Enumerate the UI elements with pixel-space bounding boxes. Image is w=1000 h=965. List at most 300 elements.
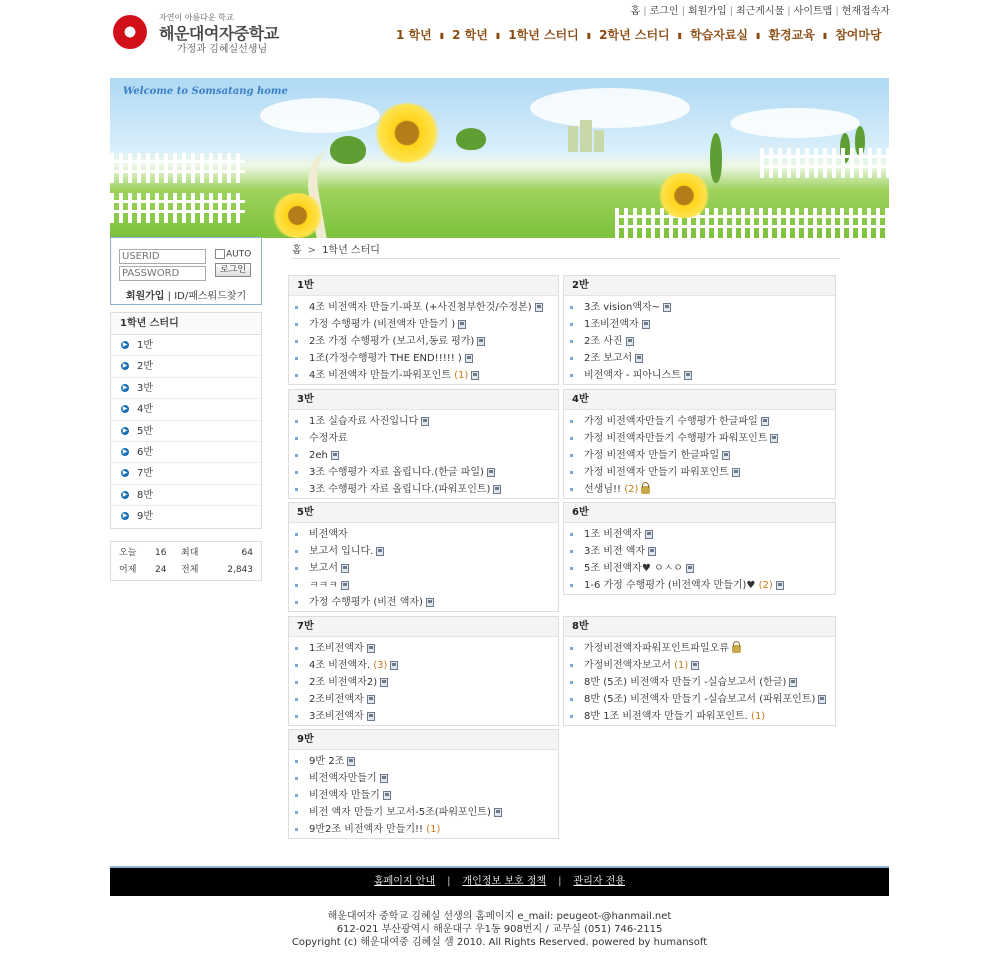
- bullet-icon: [295, 811, 298, 814]
- bullet-icon: [295, 374, 298, 377]
- attachment-file-icon: [380, 678, 388, 687]
- bullet-icon: [570, 323, 573, 326]
- attachment-file-icon: [732, 468, 740, 477]
- cloud-shape: [260, 98, 380, 133]
- side-menu-item-label: 4반: [137, 404, 154, 416]
- post-list-item[interactable]: [570, 640, 835, 657]
- nav-resources[interactable]: 학습자료실: [690, 28, 749, 42]
- post-title[interactable]: 4조 비전액자 만들기-파포 (+사진첨부한것/수정본): [309, 302, 532, 313]
- footer-copyright: Copyright (c) 해운대여중 김혜실 샘 2010. All Rights Reserved. powered by humansoft: [291, 937, 708, 948]
- bullet-icon: [295, 647, 298, 650]
- post-title[interactable]: 9반 2조: [309, 756, 345, 767]
- visitor-counter: [110, 541, 262, 581]
- attachment-file-icon: [722, 451, 730, 460]
- post-title[interactable]: 보고서 입니다.: [309, 546, 374, 557]
- side-menu-item-class-2[interactable]: [111, 356, 261, 377]
- password-input[interactable]: [119, 266, 206, 281]
- bullet-icon: [570, 420, 573, 423]
- nav-grade-2[interactable]: 2 학년: [452, 28, 488, 42]
- comment-count: (3): [373, 660, 388, 671]
- attachment-file-icon: [341, 564, 349, 573]
- top-links: [620, 2, 890, 17]
- nav-grade-1-study[interactable]: 1학년 스터디: [508, 28, 579, 42]
- post-list-item[interactable]: [570, 708, 835, 725]
- comment-count: (2): [758, 580, 773, 591]
- auto-login-checkbox[interactable]: [215, 249, 251, 260]
- panel-title[interactable]: 8반: [564, 617, 835, 637]
- attachment-file-icon: [383, 791, 391, 800]
- attachment-file-icon: [331, 451, 339, 460]
- post-title[interactable]: 3조 수행평가 자료 올립니다.(파워포인트): [309, 484, 491, 495]
- attachment-file-icon: [642, 320, 650, 329]
- panel-title[interactable]: 2반: [564, 276, 835, 296]
- top-link-join[interactable]: 회원가입: [687, 6, 727, 17]
- tree-shape: [710, 133, 722, 183]
- panel-title[interactable]: 4반: [564, 390, 835, 410]
- bullet-icon: [570, 664, 573, 667]
- post-list: [289, 750, 558, 838]
- main-banner: [110, 78, 889, 238]
- side-menu-item-class-9[interactable]: [111, 506, 261, 527]
- post-title[interactable]: ㅋㅋㅋ: [309, 580, 338, 591]
- yesterday-count: 24: [155, 565, 167, 575]
- attachment-file-icon: [818, 695, 826, 704]
- post-list-item[interactable]: [295, 430, 558, 447]
- attachment-file-icon: [776, 581, 784, 590]
- post-title[interactable]: 1조 비전액자: [584, 529, 642, 540]
- post-title[interactable]: 가정비전액자보고서: [584, 660, 671, 671]
- comment-count: (1): [751, 711, 766, 722]
- logo-teacher-name: 가정과 김혜실선생님: [177, 44, 268, 55]
- side-menu-item-label: 6반: [137, 446, 154, 458]
- nav-separator: ▮: [756, 31, 761, 40]
- post-title[interactable]: 가정 비전액자 만들기 한글파일: [584, 450, 720, 461]
- breadcrumb-home[interactable]: 홈: [292, 245, 302, 256]
- attachment-file-icon: [648, 547, 656, 556]
- separator: |: [558, 876, 562, 887]
- bullet-icon: [295, 664, 298, 667]
- bullet-icon: [570, 715, 573, 718]
- post-list-item[interactable]: [295, 708, 558, 725]
- tree-shape: [456, 128, 486, 150]
- side-menu-item-class-6[interactable]: [111, 442, 261, 463]
- attachment-file-icon: [341, 581, 349, 590]
- side-menu-item-class-4[interactable]: [111, 399, 261, 420]
- join-link[interactable]: 회원가입: [125, 291, 165, 302]
- nav-separator: ▮: [495, 31, 501, 40]
- arrow-right-icon: ▶: [122, 341, 128, 348]
- post-list-item[interactable]: [570, 299, 835, 316]
- today-count: 16: [155, 548, 167, 558]
- post-list: [564, 637, 835, 725]
- bullet-icon: [295, 777, 298, 780]
- side-menu-title: 1학년 스터디: [111, 313, 261, 335]
- post-title[interactable]: 비전액자: [309, 529, 348, 540]
- separator: |: [729, 6, 733, 17]
- bullet-icon: [295, 357, 298, 360]
- panel-title[interactable]: 5반: [289, 503, 558, 523]
- board-panel-class-3: [288, 389, 559, 499]
- attachment-file-icon: [367, 712, 375, 721]
- post-title[interactable]: 8반 (5조) 비전액자 만들기 -실습보고서 (한글): [584, 677, 787, 688]
- attachment-file-icon: [535, 303, 543, 312]
- panel-title[interactable]: 6반: [564, 503, 835, 523]
- post-title[interactable]: 3조 수행평가 자료 올립니다.(한글 파일): [309, 467, 484, 478]
- post-list: [289, 410, 558, 498]
- bullet-icon: [295, 567, 298, 570]
- bullet-icon: [570, 647, 573, 650]
- post-list-item[interactable]: [295, 787, 558, 804]
- attachment-file-icon: [663, 303, 671, 312]
- separator: |: [447, 876, 451, 887]
- bullet-icon: [570, 357, 573, 360]
- main-nav: [396, 26, 882, 43]
- post-title[interactable]: 1-6 가정 수행평가 (비전액자 만들기)♥: [584, 580, 756, 591]
- post-title[interactable]: 비전액자 만들기: [309, 790, 380, 801]
- post-list-item[interactable]: [570, 481, 835, 498]
- bullet-icon: [295, 437, 298, 440]
- post-list-item[interactable]: [295, 447, 558, 464]
- top-link-recent[interactable]: 최근게시물: [735, 6, 785, 17]
- attachment-file-icon: [684, 371, 692, 380]
- post-list-item[interactable]: [570, 350, 835, 367]
- post-list-item[interactable]: [295, 691, 558, 708]
- max-label: 최대: [181, 548, 199, 558]
- footer-link-site-info[interactable]: 홈페이지 안내: [373, 876, 436, 887]
- tree-shape: [330, 136, 366, 164]
- side-menu-item-label: 7반: [137, 468, 154, 480]
- post-list-item[interactable]: [295, 594, 558, 611]
- post-list-item[interactable]: [295, 577, 558, 594]
- top-link-sitemap[interactable]: 사이트맵: [793, 6, 833, 17]
- attachment-file-icon: [493, 485, 501, 494]
- post-list-item[interactable]: [570, 674, 835, 691]
- post-list-item[interactable]: [295, 821, 558, 838]
- fence-shape: [615, 208, 889, 238]
- post-title[interactable]: 1조 실습자료 사진입니다: [309, 416, 419, 427]
- attachment-file-icon: [789, 678, 797, 687]
- logo-slogan: 자연이 아름다운 학교: [159, 13, 234, 22]
- nav-environment[interactable]: 환경교육: [768, 28, 815, 42]
- post-list-item[interactable]: [295, 464, 558, 481]
- board-panel-class-6: [563, 502, 836, 595]
- post-title[interactable]: 가정 비전액자 만들기 파워포인트: [584, 467, 729, 478]
- bullet-icon: [570, 340, 573, 343]
- post-title[interactable]: 3조비전액자: [309, 711, 364, 722]
- attachment-file-icon: [761, 417, 769, 426]
- separator: |: [643, 6, 647, 17]
- comment-count: (1): [426, 824, 441, 835]
- post-list-item[interactable]: [295, 804, 558, 821]
- separator: |: [835, 6, 839, 17]
- arrow-right-icon: ▶: [122, 426, 128, 434]
- post-title[interactable]: 8반 (5조) 비전액자 만들기 -실습보고서 (파워포인트): [584, 694, 816, 705]
- side-menu-item-class-7[interactable]: [111, 463, 261, 484]
- post-list-item[interactable]: [570, 657, 835, 674]
- bullet-icon: [570, 471, 573, 474]
- attachment-file-icon: [458, 320, 466, 329]
- post-list-item[interactable]: [570, 526, 835, 543]
- separator: |: [167, 291, 172, 302]
- separator: |: [681, 6, 685, 17]
- login-links: [111, 287, 261, 302]
- lock-icon: [732, 645, 741, 653]
- bullet-icon: [570, 698, 573, 701]
- post-list-item[interactable]: [295, 299, 558, 316]
- post-title[interactable]: 3조 비전 액자: [584, 546, 646, 557]
- total-count: 2,843: [227, 565, 253, 575]
- logo-school-name: 해운대여자중학교: [159, 24, 279, 43]
- attachment-file-icon: [494, 808, 502, 817]
- post-list-item[interactable]: [295, 350, 558, 367]
- cloud-shape: [530, 88, 690, 128]
- post-list-item[interactable]: [295, 770, 558, 787]
- post-title[interactable]: 9반2조 비전액자 만들기!!: [309, 824, 424, 835]
- footer-contact: 해운대여자 중학교 김혜실 선생의 홈페이지 e_mail: peugeot-@hanmail.net: [327, 911, 672, 922]
- post-list: [289, 637, 558, 725]
- attachment-file-icon: [426, 598, 434, 607]
- post-title[interactable]: 2조 비전액자2): [309, 677, 378, 688]
- attachment-file-icon: [686, 564, 694, 573]
- fence-shape: [110, 153, 245, 183]
- attachment-file-icon: [477, 337, 485, 346]
- post-title[interactable]: 비전액자만들기: [309, 773, 377, 784]
- comment-count: (1): [674, 660, 689, 671]
- attachment-file-icon: [367, 695, 375, 704]
- bullet-icon: [570, 306, 573, 309]
- bullet-icon: [570, 567, 573, 570]
- post-list-item[interactable]: [295, 674, 558, 691]
- max-count: 64: [241, 548, 253, 558]
- side-menu-item-class-8[interactable]: [111, 485, 261, 506]
- nav-separator: ▮: [822, 31, 828, 40]
- nav-grade-2-study[interactable]: 2학년 스터디: [599, 28, 670, 42]
- sunflower-shape: [372, 103, 442, 163]
- bullet-icon: [570, 533, 573, 536]
- post-list-item[interactable]: [295, 560, 558, 577]
- side-menu-item-class-1[interactable]: [111, 335, 261, 356]
- bullet-icon: [295, 794, 298, 797]
- post-list-item[interactable]: [570, 691, 835, 708]
- nav-separator: ▮: [677, 31, 683, 40]
- bullet-icon: [295, 306, 298, 309]
- breadcrumb-separator: >: [307, 245, 317, 256]
- post-list-item[interactable]: [295, 367, 558, 384]
- post-list: [289, 523, 558, 611]
- top-link-home[interactable]: 홈: [630, 6, 641, 17]
- post-list-item[interactable]: [570, 447, 835, 464]
- side-menu-item-label: 3반: [137, 382, 154, 394]
- post-title[interactable]: 4조 비전액자.: [309, 660, 371, 671]
- post-list-item[interactable]: [570, 430, 835, 447]
- post-title[interactable]: 1조(가정수행평가 THE END!!!!! ): [309, 353, 462, 364]
- post-title[interactable]: 2eh: [309, 450, 328, 461]
- side-menu-item-class-5[interactable]: [111, 421, 261, 442]
- post-title[interactable]: 가정 비전액자만들기 수행평가 파워포인트: [584, 433, 768, 444]
- find-id-password-link[interactable]: ID/패스워드찾기: [174, 291, 247, 302]
- attachment-file-icon: [465, 354, 473, 363]
- sunflower-shape: [270, 193, 325, 238]
- post-title[interactable]: 3조 vision액자~: [584, 302, 661, 313]
- bullet-icon: [570, 488, 573, 491]
- login-button[interactable]: 로그인: [215, 263, 251, 277]
- fence-shape: [110, 193, 245, 223]
- post-list-item[interactable]: [295, 316, 558, 333]
- bullet-icon: [295, 698, 298, 701]
- post-list-item[interactable]: [295, 543, 558, 560]
- nav-separator: ▮: [439, 31, 445, 40]
- footer-info: [110, 910, 889, 949]
- post-list: [564, 410, 835, 498]
- panel-title[interactable]: 7반: [289, 617, 558, 637]
- nav-community[interactable]: 참여마당: [835, 28, 882, 42]
- post-list-item[interactable]: [570, 316, 835, 333]
- post-title[interactable]: 가정 수행평가 (비전액자 만들기 ): [309, 319, 456, 330]
- attachment-file-icon: [645, 530, 653, 539]
- top-link-login[interactable]: 로그인: [649, 6, 679, 17]
- side-menu: [110, 312, 262, 529]
- building-shape: [568, 126, 578, 152]
- breadcrumb: [292, 241, 840, 259]
- site-logo[interactable]: [113, 12, 288, 56]
- post-list-item[interactable]: [295, 753, 558, 770]
- post-list: [564, 296, 835, 384]
- post-title[interactable]: 1조비전액자: [309, 643, 364, 654]
- post-list: [564, 523, 835, 594]
- attachment-file-icon: [635, 354, 643, 363]
- arrow-right-icon: ▶: [122, 512, 128, 520]
- school-emblem-icon: [113, 15, 147, 49]
- post-title[interactable]: 1조비전액자: [584, 319, 639, 330]
- bullet-icon: [295, 454, 298, 457]
- side-menu-item-label: 9반: [137, 511, 154, 523]
- arrow-right-icon: ▶: [122, 362, 128, 370]
- attachment-file-icon: [471, 371, 479, 380]
- attachment-file-icon: [347, 757, 355, 766]
- panel-title[interactable]: 9반: [289, 730, 558, 750]
- attachment-file-icon: [367, 644, 375, 653]
- post-title[interactable]: 선생님!!: [584, 484, 621, 495]
- post-list-item[interactable]: [295, 526, 558, 543]
- auto-login-label: AUTO: [226, 249, 252, 260]
- post-title[interactable]: 비전액자 - 피아니스트: [584, 370, 681, 381]
- arrow-right-icon: ▶: [122, 383, 128, 391]
- board-panel-class-7: [288, 616, 559, 726]
- counter-row: [111, 545, 261, 562]
- board-panel-class-5: [288, 502, 559, 612]
- bullet-icon: [295, 828, 298, 831]
- post-list-item[interactable]: [295, 333, 558, 350]
- post-title[interactable]: 2조 사진: [584, 336, 623, 347]
- attachment-file-icon: [770, 434, 778, 443]
- board-panel-class-1: [288, 275, 559, 385]
- bullet-icon: [295, 323, 298, 326]
- post-title[interactable]: 2조 보고서: [584, 353, 633, 364]
- post-list-item[interactable]: [570, 464, 835, 481]
- bullet-icon: [295, 420, 298, 423]
- bullet-icon: [295, 488, 298, 491]
- post-title[interactable]: 2조 가정 수행평가 (보고서,동료 평가): [309, 336, 475, 347]
- bullet-icon: [295, 471, 298, 474]
- post-list-item[interactable]: [295, 481, 558, 498]
- footer-link-admin[interactable]: 관리자 전용: [573, 876, 625, 887]
- post-title[interactable]: 8반 1조 비전액자 만들기 파워포인트.: [584, 711, 748, 722]
- arrow-right-icon: ▶: [122, 405, 128, 413]
- side-menu-item-label: 2반: [137, 361, 154, 373]
- comment-count: (2): [624, 484, 639, 495]
- nav-grade-1[interactable]: 1 학년: [396, 28, 432, 42]
- bullet-icon: [295, 715, 298, 718]
- post-list-item[interactable]: [570, 413, 835, 430]
- panel-title[interactable]: 1반: [289, 276, 558, 296]
- footer-link-privacy[interactable]: 개인정보 보호 정책: [462, 876, 547, 887]
- separator: |: [787, 6, 791, 17]
- post-title[interactable]: 5조 비전액자♥ ㅇㅅㅇ: [584, 563, 683, 574]
- breadcrumb-current: 1학년 스터디: [322, 245, 380, 256]
- bullet-icon: [570, 584, 573, 587]
- post-list-item[interactable]: [295, 640, 558, 657]
- panel-title[interactable]: 3반: [289, 390, 558, 410]
- login-box: [110, 237, 262, 305]
- post-title[interactable]: 가정 비전액자만들기 수행평가 한글파일: [584, 416, 758, 427]
- post-list: [289, 296, 558, 384]
- post-list-item[interactable]: [570, 577, 835, 594]
- post-title[interactable]: 가정비전액자파워포인트파일오류: [584, 643, 729, 654]
- post-list-item[interactable]: [570, 367, 835, 384]
- attachment-file-icon: [376, 547, 384, 556]
- post-title[interactable]: 보고서: [309, 563, 338, 574]
- board-panel-class-2: [563, 275, 836, 385]
- sunflower-shape: [655, 173, 713, 218]
- building-shape: [580, 120, 592, 152]
- bullet-icon: [295, 760, 298, 763]
- bullet-icon: [295, 681, 298, 684]
- attachment-file-icon: [626, 337, 634, 346]
- side-menu-item-label: 8반: [137, 489, 154, 501]
- post-list-item[interactable]: [570, 560, 835, 577]
- board-panel-class-4: [563, 389, 836, 499]
- post-list-item[interactable]: [295, 657, 558, 674]
- bullet-icon: [295, 533, 298, 536]
- post-list-item[interactable]: [570, 543, 835, 560]
- total-label: 전체: [181, 565, 199, 575]
- post-title[interactable]: 가정 수행평가 (비전 액자): [309, 597, 423, 608]
- post-list-item[interactable]: [295, 413, 558, 430]
- lock-icon: [641, 486, 650, 494]
- attachment-file-icon: [691, 661, 699, 670]
- attachment-file-icon: [380, 774, 388, 783]
- today-label: 오늘: [119, 548, 137, 558]
- footer-bar: [110, 866, 889, 896]
- post-title[interactable]: 4조 비전액자 만들기-파워포인트: [309, 370, 451, 381]
- counter-row: [111, 562, 261, 579]
- post-title[interactable]: 수정자료: [309, 433, 348, 444]
- bullet-icon: [295, 601, 298, 604]
- attachment-file-icon: [421, 417, 429, 426]
- top-link-current-users[interactable]: 현재접속자: [841, 6, 890, 17]
- attachment-file-icon: [487, 468, 495, 477]
- post-list-item[interactable]: [570, 333, 835, 350]
- footer-address: 612-021 부산광역시 해운대구 우1동 908번지 / 교무실 (051) 746-2115: [336, 924, 663, 935]
- side-menu-item-class-3[interactable]: [111, 378, 261, 399]
- bullet-icon: [295, 340, 298, 343]
- bullet-icon: [295, 550, 298, 553]
- post-title[interactable]: 2조비전액자: [309, 694, 364, 705]
- checkbox-icon[interactable]: [215, 249, 225, 259]
- bullet-icon: [570, 681, 573, 684]
- post-title[interactable]: 비전 액자 만들기 보고서-5조(파워포인트): [309, 807, 491, 818]
- userid-input[interactable]: [119, 249, 206, 264]
